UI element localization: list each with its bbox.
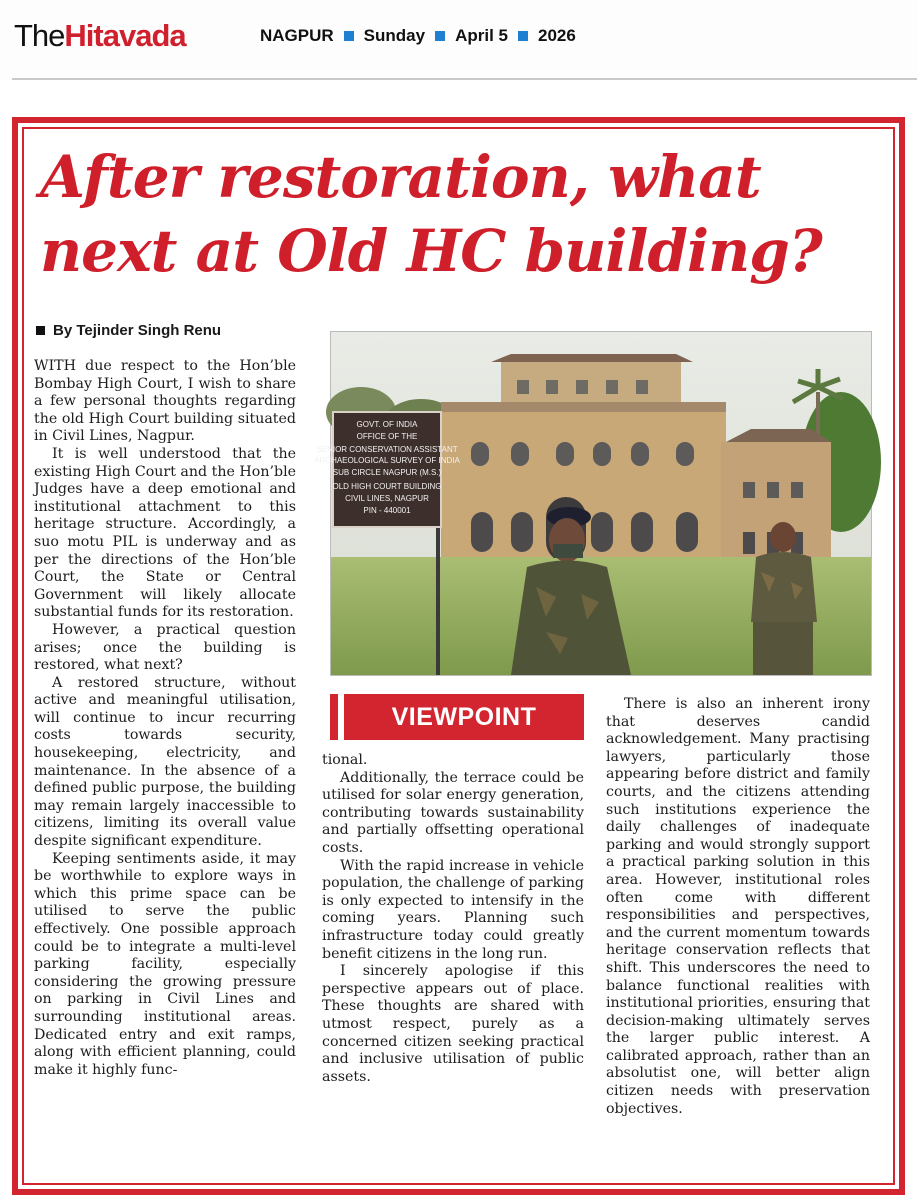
dateline [260, 24, 576, 48]
masthead-divider [12, 78, 917, 80]
paragraph: It is well understood that the existing High Court and the Hon’ble Judges have a deep emotional and institutional attachment to this heritage structure. Accordingly, a suo motu PIL is underway and as per the directions of the Hon’ble Court, the State or Central Government will likely allocate substantial funds for its restoration. [34, 445, 296, 621]
sign-line-6: OLD HIGH COURT BUILDING [332, 482, 442, 491]
old-high-court-photo [314, 332, 871, 675]
masthead [0, 0, 917, 80]
paragraph: Keeping sentiments aside, it may be worthwhile to explore ways in which this prime space can be utilised to serve the public effectively. One possible approach could be to integrate a multi-level parking facility, especially considering the growing pressure on parking in Civil Lines and surrounding institutional areas. Dedicated entry and exit ramps, along with efficient planning, could make it highly func- [34, 850, 296, 1078]
paragraph: I sincerely apologise if this perspective appears out of place. These thoughts are shared with utmost respect, purely as a concerned citizen seeking practical and inclusive utilisation of public assets. [322, 963, 584, 1085]
separator-square-icon [435, 31, 445, 41]
dateline-city: NAGPUR [260, 26, 334, 45]
byline-author: By Tejinder Singh Renu [53, 322, 222, 339]
paragraph: However, a practical question arises; once the building is restored, what next? [34, 621, 296, 674]
byline-square-icon [36, 326, 45, 335]
section-label-bar [330, 694, 338, 740]
logo-the: The [14, 18, 65, 53]
separator-square-icon [518, 31, 528, 41]
viewpoint-label: VIEWPOINT [344, 694, 584, 740]
sign-line-3: SENIOR CONSERVATION ASSISTANT [316, 445, 458, 454]
sign-line-2: OFFICE OF THE [356, 432, 418, 441]
paragraph: Additionally, the terrace could be utilised for solar energy generation, contributing towards sustainability and partially offsetting operational costs. [322, 769, 584, 856]
article-photo [314, 331, 872, 676]
sign-line-5: SUB CIRCLE NAGPUR (M.S.) [332, 468, 442, 477]
paragraph: WITH due respect to the Hon’ble Bombay High Court, I wish to share a few personal thoughts regarding the old High Court building situated in Civil Lines, Nagpur. [34, 358, 296, 445]
paragraph: With the rapid increase in vehicle population, the challenge of parking is only expected to intensify in the coming years. Planning such infrastructure today could greatly benefit citizens in the long run. [322, 857, 584, 962]
paragraph: tional. [322, 752, 368, 768]
logo-hitavada: Hitavada [64, 18, 186, 53]
dateline-year: 2026 [537, 26, 576, 45]
dateline-day: Sunday [363, 26, 426, 45]
headline-line-2: next at Old HC building? [40, 217, 822, 285]
paragraph: A restored structure, without active and meaningful utilisation, will continue to incur recurring costs towards security, housekeeping, electricity, and maintenance. In the absence of a defined public purpose, the building may remain largely inaccessible to citizens, limiting its overall value despite significant expenditure. [34, 674, 296, 850]
byline [36, 322, 221, 339]
article-column-1 [34, 358, 296, 1079]
newspaper-logo[interactable] [14, 18, 186, 54]
paragraph: There is also an inherent irony that deserves candid acknowledgement. Many practising lawyers, particularly those appearing before district and family courts, and the citizens attending such institutions experience the daily challenges of inadequate parking and would strongly support a practical parking solution in this area. However, institutional roles often come with different responsibilities and perspectives, and the current momentum towards heritage conservation reflects that shift. This underscores the need to balance functional realities with institutional priorities, ensuring that decision-making ultimately serves the larger public interest. A calibrated approach, rather than an absolutist one, will better align citizen needs with preservation objectives. [606, 696, 870, 1117]
separator-square-icon [344, 31, 354, 41]
article-column-3 [606, 696, 870, 1118]
section-label [330, 694, 584, 740]
article-headline [40, 140, 890, 288]
dateline-date: April 5 [455, 26, 508, 45]
article-column-2 [322, 752, 584, 1086]
sign-line-7: CIVIL LINES, NAGPUR [345, 494, 429, 503]
headline-line-1: After restoration, what [40, 143, 761, 211]
sign-line-1: GOVT. OF INDIA [356, 420, 418, 429]
sign-line-8: PIN - 440001 [363, 506, 411, 515]
sign-line-4: ARCHAEOLOGICAL SURVEY OF INDIA [314, 456, 460, 465]
